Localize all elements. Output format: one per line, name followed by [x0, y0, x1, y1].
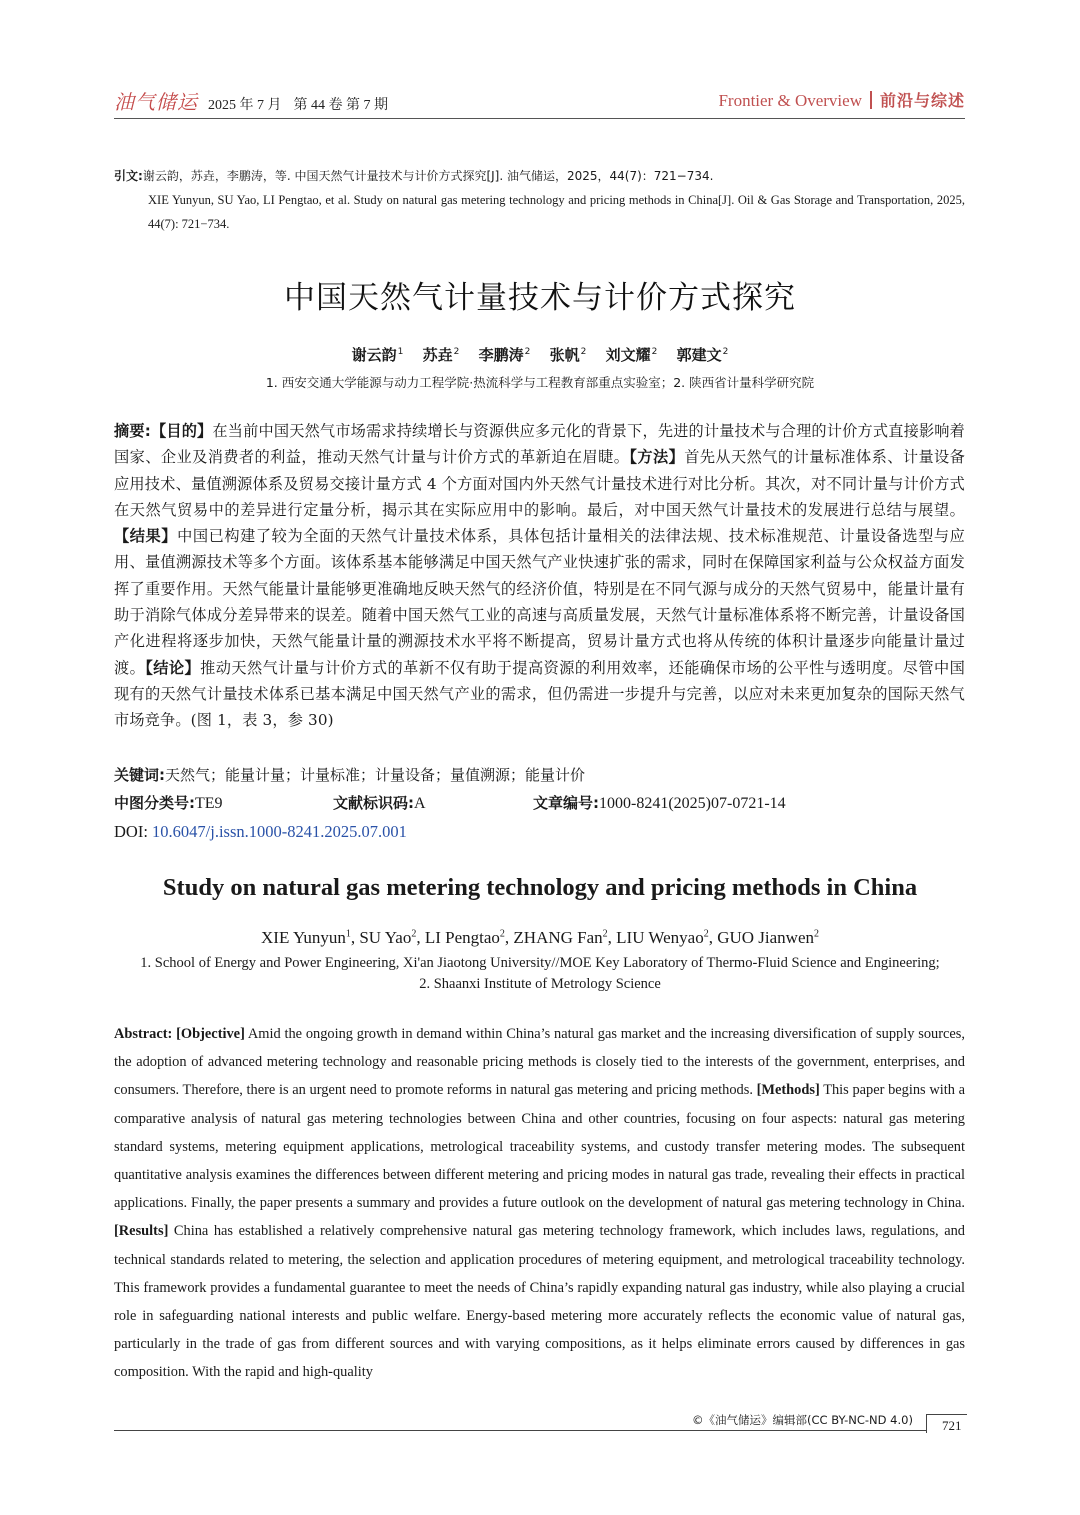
keywords-value: 天然气；能量计量；计量标准；计量设备；量值溯源；能量计价	[165, 766, 586, 784]
author-en: XIE Yunyun$^1$	[261, 928, 351, 947]
column-name-cn: 前沿与综述	[879, 91, 965, 110]
doc-code-field	[333, 792, 426, 813]
abstract-cn-label: 摘要:	[114, 422, 151, 440]
tag-results-cn: 【结果】	[114, 527, 178, 546]
author-cn: 谢云韵$^1$	[351, 346, 404, 364]
author-cn: 刘文耀$^2$	[605, 346, 658, 364]
author-en: SU Yao$^2$	[359, 928, 417, 947]
tag-conclusion-cn: 【结论】	[145, 658, 201, 677]
header-rule	[114, 118, 965, 119]
issue-volume: 第 44 卷 第 7 期	[293, 98, 388, 113]
author-list-cn	[0, 344, 1080, 365]
author-cn: 张帆$^2$	[549, 346, 587, 364]
citation-cn-line	[114, 164, 965, 188]
keywords-cn	[114, 764, 965, 785]
affiliation-en-1: 1. School of Energy and Power Engineering, Xi'an Jiaotong University//MOE Key Laboratory of Thermo-Fluid Science and Engineering;	[140, 955, 940, 971]
author-cn: 苏垚$^2$	[422, 346, 460, 364]
abstract-en-results: China has established a relatively comprehensive natural gas metering technology framework, which includes laws, regulations, and technical standards related to metering, the selection and application procedures of metering equipment, and metrological traceability technology. This framework provides a fundamental guarantee to meet the needs of China’s rapidly expanding natural gas industry, while also playing a crucial role in safeguarding national interests and public welfare. Energy-based metering more accurately reflects the economic value of natural gas, particularly in the trade of gas from different sources and with varying compositions, as it helps eliminate errors caused by differences in gas composition. With the rapid and high-quality	[114, 1223, 965, 1381]
copyright-notice: ©《油气储运》编辑部(CC BY-NC-ND 4.0)	[692, 1413, 913, 1427]
affiliations-en	[0, 953, 1080, 995]
keywords-label: 关键词:	[114, 766, 165, 784]
header-left	[114, 86, 400, 115]
doc-code-label: 文献标识码:	[333, 794, 414, 812]
tag-methods-cn: 【方法】	[629, 448, 685, 467]
doi-link[interactable]: 10.6047/j.issn.1000-8241.2025.07.001	[152, 822, 407, 841]
article-number-label: 文章编号:	[533, 794, 599, 812]
author-en: LI Pengtao$^2$	[424, 928, 505, 947]
header-separator	[870, 91, 872, 109]
doc-code-value: A	[414, 795, 426, 812]
paper-title-cn: 中国天然气计量技术与计价方式探究	[284, 280, 796, 316]
tag-objective-cn: 【目的】	[150, 422, 213, 440]
column-name-en: Frontier & Overview	[718, 91, 862, 110]
author-list-en: XIE Yunyun$^1$, SU Yao$^2$, LI Pengtao$^2$, ZHANG Fan$^2$, LIU Wenyao$^2$, GUO Jianwen$^2$	[261, 928, 819, 947]
paper-title-en: Study on natural gas metering technology and pricing methods in China	[162, 874, 918, 901]
author-cn: 郭建文$^2$	[676, 346, 729, 364]
citation-block	[114, 164, 965, 236]
citation-label: 引文:	[114, 169, 143, 183]
clc-value: TE9	[195, 795, 223, 812]
issue-date: 2025 年 7 月	[208, 98, 282, 113]
abstract-cn-results: 中国已构建了较为全面的天然气计量技术体系，具体包括计量相关的法律法规、技术标准规范、计量设备选型与应用、量值溯源技术等多个方面。该体系基本能够满足中国天然气产业快速扩张的需求，同时在保障国家利益与公众权益方面发挥了重要作用。天然气能量计量能够更准确地反映天然气的经济价值，特别是在不同气源与成分的天然气贸易中，能量计量有助于消除气体成分差异带来的误差。随着中国天然气工业的高速与高质量发展，天然气计量标准体系将不断完善，计量设备国产化进程将逐步加快，天然气能量计量的溯源技术水平将不断提高，贸易计量方式也将从传统的体积计量逐步向能量计量过渡。	[114, 527, 966, 677]
citation-cn: 谢云韵，苏垚，李鹏涛，等. 中国天然气计量技术与计价方式探究[J]. 油气储运，2025，44(7)：721−734.	[142, 169, 714, 183]
author-en: LIU Wenyao$^2$	[616, 928, 709, 947]
running-header	[114, 86, 965, 116]
abstract-cn-conclusion: 推动天然气计量与计价方式的革新不仅有助于提高资源的利用效率，还能确保市场的公平性与透明度。尽管中国现有的天然气计量技术体系已基本满足中国天然气产业的需求，但仍需进一步提升与完善，以应对未来更加复杂的国际天然气市场竞争。(图 1，表 3，参 30)	[114, 658, 965, 730]
affiliations-cn: 1. 西安交通大学能源与动力工程学院·热流科学与工程教育部重点实验室；2. 陕西省计量科学研究院	[265, 375, 815, 390]
abstract-en	[114, 1020, 965, 1387]
issue-info	[208, 94, 400, 114]
abstract-cn-objective: 在当前中国天然气市场需求持续增长与资源供应多元化的背景下，先进的计量技术与合理的计价方式直接影响着国家、企业及消费者的利益，推动天然气计量与计价方式的革新迫在眉睫。	[114, 422, 965, 467]
doi-label: DOI:	[114, 822, 148, 841]
abstract-cn	[114, 418, 965, 734]
clc-label: 中图分类号:	[114, 794, 195, 812]
journal-logo: 油气储运	[114, 90, 198, 114]
abstract-cn-methods: 首先从天然气的计量标准体系、计量设备应用技术、量值溯源体系及贸易交接计量方式 4 个方面对国内外天然气计量技术进行对比分析。其次，对不同计量与计价方式在天然气贸易中的差异进行定量分析，揭示其在实际应用中的影响。最后，对中国天然气计量技术的发展进行总结与展望。	[114, 448, 966, 519]
clc-field	[114, 792, 223, 813]
tag-objective-en: [Objective]	[176, 1026, 245, 1042]
abstract-en-objective: Amid the ongoing growth in demand within China’s natural gas market and the increasing diversification of supply sources, the adoption of advanced metering technology and reasonable pricing methods is closely tied to the interests of the government, enterprises, and consumers. Therefore, there is an urgent need to promote reforms in natural gas metering and pricing methods.	[114, 1026, 965, 1099]
abstract-en-label: Abstract:	[114, 1026, 173, 1042]
affiliation-en-2: 2. Shaanxi Institute of Metrology Science	[419, 976, 661, 992]
abstract-en-methods: This paper begins with a comparative analysis of natural gas metering technologies between China and other countries, focusing on four aspects: natural gas metering standard systems, metering equipment applications, metrological traceability systems, and custody transfer metering modes. The subsequent quantitative analysis examines the differences between different metering and pricing modes in natural gas trade, revealing their effects in practical applications. Finally, the paper presents a summary and provides a future outlook on the development of natural gas metering technology in China.	[114, 1082, 965, 1212]
citation-en: XIE Yunyun, SU Yao, LI Pengtao, et al. Study on natural gas metering technology and pricing methods in China[J]. Oil & Gas Storage and Transportation, 2025, 44(7): 721−734.	[148, 193, 965, 231]
page-number: 721	[942, 1418, 962, 1433]
author-en: ZHANG Fan$^2$	[513, 928, 608, 947]
tag-results-en: [Results]	[114, 1223, 169, 1240]
tag-methods-en: [Methods]	[756, 1082, 820, 1099]
article-number-value: 1000-8241(2025)07-0721-14	[599, 795, 786, 812]
header-right	[718, 88, 965, 111]
doi-line	[114, 822, 407, 842]
author-en: GUO Jianwen$^2$	[717, 928, 819, 947]
author-cn: 李鹏涛$^2$	[478, 346, 531, 364]
article-number-field	[533, 792, 786, 813]
footer-rule	[114, 1430, 926, 1431]
